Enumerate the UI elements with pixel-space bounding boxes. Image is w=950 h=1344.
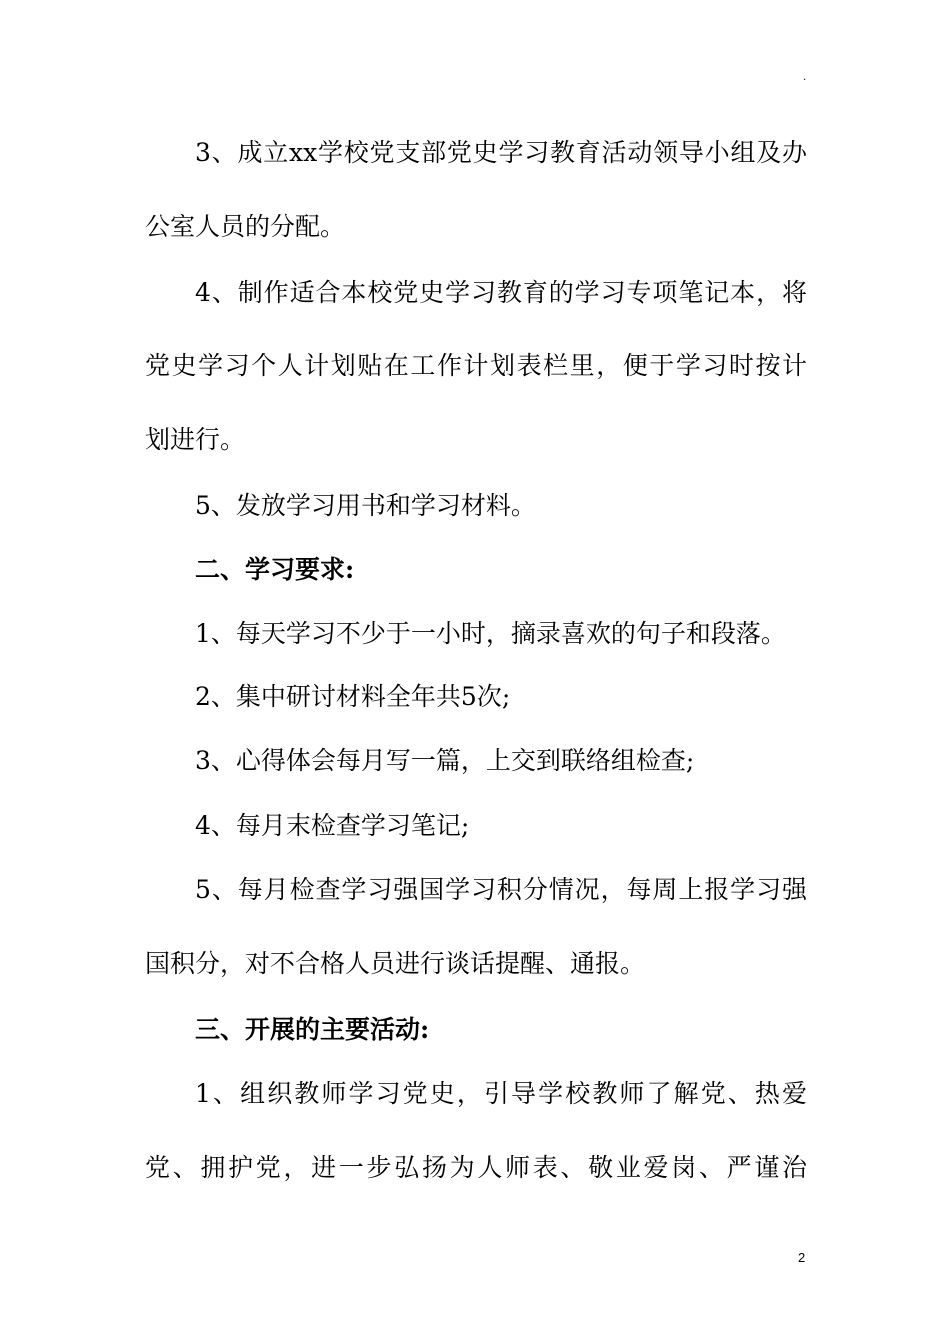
paragraph-line: 3、成立xx学校党支部党史学习教育活动领导小组及办	[195, 138, 807, 167]
paragraph-line: 划进行。	[145, 425, 246, 454]
paragraph-line: 5、每月检查学习强国学习积分情况，每周上报学习强	[195, 875, 807, 904]
paragraph-line: 4、制作适合本校党史学习教育的学习专项笔记本，将	[195, 278, 807, 307]
paragraph-line: 4、每月末检查学习笔记;	[195, 811, 470, 840]
paragraph-line: 2、集中研讨材料全年共5次;	[195, 682, 511, 711]
paragraph-line: 1、组织教师学习党史，引导学校教师了解党、热爱	[195, 1079, 807, 1108]
header-mark: .	[803, 72, 807, 83]
paragraph-line: 国积分，对不合格人员进行谈话提醒、通报。	[145, 949, 646, 978]
paragraph-line: 公室人员的分配。	[145, 212, 346, 241]
page-number: 2	[798, 1250, 806, 1265]
paragraph-line: 1、每天学习不少于一小时，摘录喜欢的句子和段落。	[195, 619, 786, 648]
paragraph-line: 5、发放学习用书和学习材料。	[195, 491, 536, 520]
paragraph-line: 3、心得体会每月写一篇，上交到联络组检查;	[195, 746, 695, 775]
section-heading: 三、开展的主要活动:	[195, 1015, 430, 1044]
paragraph-line: 党史学习个人计划贴在工作计划表栏里，便于学习时按计	[145, 351, 807, 380]
paragraph-line: 党、拥护党，进一步弘扬为人师表、敬业爱岗、严谨治	[145, 1153, 807, 1182]
section-heading: 二、学习要求:	[195, 555, 355, 584]
